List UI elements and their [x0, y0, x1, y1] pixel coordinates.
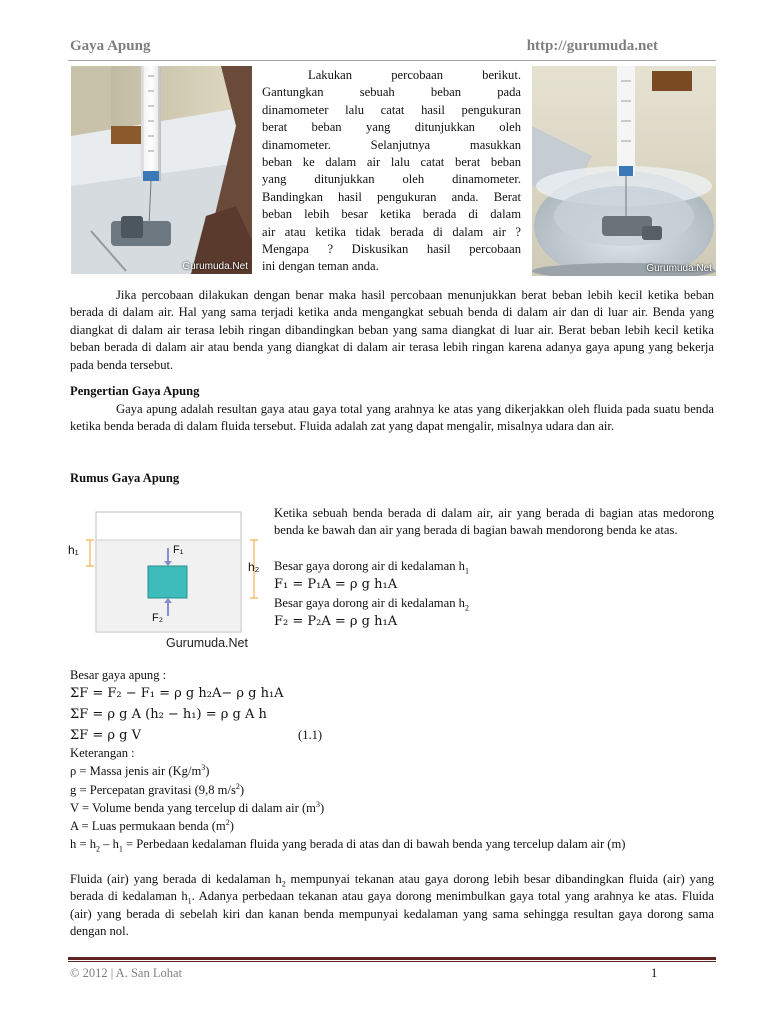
intro-line: Bandingkan hasil pengukuran anda. Berat [262, 189, 521, 204]
line-gaya-dorong-h2-sub: 2 [464, 603, 469, 613]
submerged-block [148, 566, 187, 598]
intro-line: berat beban yang ditunjukkan oleh [262, 120, 521, 135]
heading-pengertian-gaya-apung: Pengertian Gaya Apung [70, 384, 200, 398]
line-gaya-dorong-h2 [274, 595, 469, 612]
photo-dynamometer-in-air [71, 66, 252, 274]
legend-title: Keterangan : [70, 746, 135, 760]
footer-page-number: 1 [651, 966, 658, 980]
closing-text-a: Fluida (air) yang berada di kedalaman h [70, 872, 282, 886]
closing-text-c: . Adanya perbedaan tekanan atau gaya dorong menimbulkan gaya total yang arahnya ke atas. Fluida (air) yang berada di sebelah kiri dan kanan benda mempunyai kedalaman yang sama sehingga resultan gaya dorong sama dengan nol. [70, 889, 714, 939]
legend-area-sup: 2 [225, 817, 230, 827]
paragraph-rumus-desc: Ketika sebuah benda berada di dalam air, air yang berada di bagian atas medorong benda ke bawah dan air yang berada di bagian bawah mendorong benda ke atas. [274, 506, 714, 538]
paragraph-hasil-percobaan-text: Jika percobaan dilakukan dengan benar maka hasil percobaan menunjukkan berat beban lebih kecil ketika beban berada di dalam air. Hal yang sama terjadi ketika anda mengangkat sebuah benda di dalam air dan di luar air. Benda yang diangkat di dalam air terasa lebih ringan dibandingkan beban yang sama diangkat di luar air. Berat beban lebih kecil ketika beban berada di dalam air atau benda yang diangkat di dalam air terasa lebih ringan karena adanya gaya apung yang bekerja pada benda tersebut. [70, 288, 714, 372]
legend-g-sup: 2 [235, 781, 240, 791]
intro-line: dinamometer. Selanjutnya masukkan [262, 137, 521, 152]
footer-rule-thick [68, 957, 716, 960]
intro-paragraph [262, 67, 521, 276]
closing-sub-1: 1 [187, 896, 192, 906]
intro-line: air atau ketika tidak berada di dalam air ? [262, 224, 521, 239]
label-h2: h₂ [248, 560, 260, 574]
legend-rho [70, 763, 209, 780]
intro-line: beban ke dalam air lalu catat berat beban [262, 155, 521, 170]
line-gaya-dorong-h1 [274, 558, 469, 575]
header-divider [68, 60, 716, 61]
legend-h-mid: – h [100, 837, 119, 851]
footer-copyright: © 2012 | A. San Lohat [70, 966, 182, 980]
legend-h-desc: = Perbedaan kedalaman fluida yang berada di atas dan di bawah benda yang tercelup dalam air (m) [122, 837, 626, 851]
marker-h1 [86, 540, 94, 566]
legend-v-sup: 3 [315, 799, 320, 809]
legend-g [70, 782, 244, 799]
equation-f2: F₂ = P₂A = ρ g h₁A [274, 614, 398, 629]
diagram-watermark: Gurumuda.Net [166, 636, 248, 650]
closing-sub-2: 2 [281, 879, 286, 889]
paragraph-pengertian-text: Gaya apung adalah resultan gaya atau gaya total yang arahnya ke atas yang dikerjakkan oleh fluida pada suatu benda ketika benda berada di dalam fluida tersebut. Fluida adalah zat yang dapat mengalir, misalnya udara dan air. [70, 402, 714, 434]
legend-h [70, 836, 714, 853]
legend-h-text: h = h [70, 837, 96, 851]
legend-v-text: V = Volume benda yang tercelup di dalam air (m [70, 801, 316, 815]
intro-line: yang ditunjukkan oleh dinamometer. [262, 172, 521, 187]
legend-rho-sup: 3 [201, 762, 206, 772]
photo-dynamometer-in-water-image [532, 66, 716, 276]
photo-dynamometer-in-water [532, 66, 716, 276]
header-title: Gaya Apung [70, 38, 151, 54]
legend-area [70, 818, 234, 835]
legend-v-end: ) [319, 801, 325, 815]
legend-rho-text: ρ = Massa jenis air (Kg/m [70, 764, 202, 778]
legend-area-end: ) [229, 819, 234, 833]
intro-line: Lakukan percobaan berikut. [308, 68, 521, 82]
label-f2: F₂ [152, 612, 163, 624]
line-gaya-dorong-h2-text: Besar gaya dorong air di kedalaman h [274, 596, 465, 610]
legend-h-sub-1: 1 [118, 844, 123, 854]
intro-line: beban lebih besar ketika berada di dalam [262, 207, 521, 222]
equation-sigma-f-3: ΣF = ρ g V [70, 728, 141, 743]
intro-line: Gantungkan sebuah beban pada [262, 85, 521, 100]
paragraph-pengertian [70, 401, 714, 436]
closing-text-b: mempunyai tekanan atau gaya dorong lebih besar dibandingkan fluida (air) yang berada di kedalaman h [70, 872, 714, 904]
legend-area-text: A = Luas permukaan benda (m [70, 819, 226, 833]
photo-left-watermark: Gurumuda.Net [182, 261, 248, 272]
intro-line: Mengapa ? Diskusikan hasil percobaan [262, 242, 521, 257]
equation-sigma-f-1: ΣF = F₂ − F₁ = ρ g h₂A− ρ g h₁A [70, 686, 284, 701]
intro-line: ini dengan teman anda. [262, 259, 379, 274]
header-url: http://gurumuda.net [526, 38, 658, 54]
photo-dynamometer-in-air-image [71, 66, 252, 274]
paragraph-hasil-percobaan [70, 287, 714, 374]
label-h1: h₁ [68, 543, 79, 557]
footer-rule-thin [68, 961, 716, 962]
legend-g-text: g = Percepatan gravitasi (9,8 m/s [70, 783, 236, 797]
legend-g-end: ) [239, 783, 245, 797]
buoyancy-diagram [68, 508, 270, 658]
legend-rho-end: ) [205, 764, 210, 778]
paragraph-penutup [70, 871, 714, 941]
line-gaya-dorong-h1-sub: 1 [464, 566, 469, 576]
heading-rumus-gaya-apung: Rumus Gaya Apung [70, 471, 180, 485]
photo-right-watermark: Gurumuda.Net [646, 263, 712, 274]
legend-h-sub-2: 2 [96, 844, 100, 854]
intro-line: dinamometer lalu catat hasil pengukuran [262, 102, 521, 117]
equation-f1: F₁ = P₁A = ρ g h₁A [274, 577, 398, 592]
label-f1: F₁ [173, 544, 184, 556]
line-gaya-dorong-h1-text: Besar gaya dorong air di kedalaman h [274, 559, 465, 573]
equation-number: (1.1) [298, 728, 323, 742]
equation-sigma-f-2: ΣF = ρ g A (h₂ − h₁) = ρ g A h [70, 707, 267, 722]
legend-v [70, 800, 324, 817]
label-besar-gaya-apung: Besar gaya apung : [70, 668, 167, 682]
